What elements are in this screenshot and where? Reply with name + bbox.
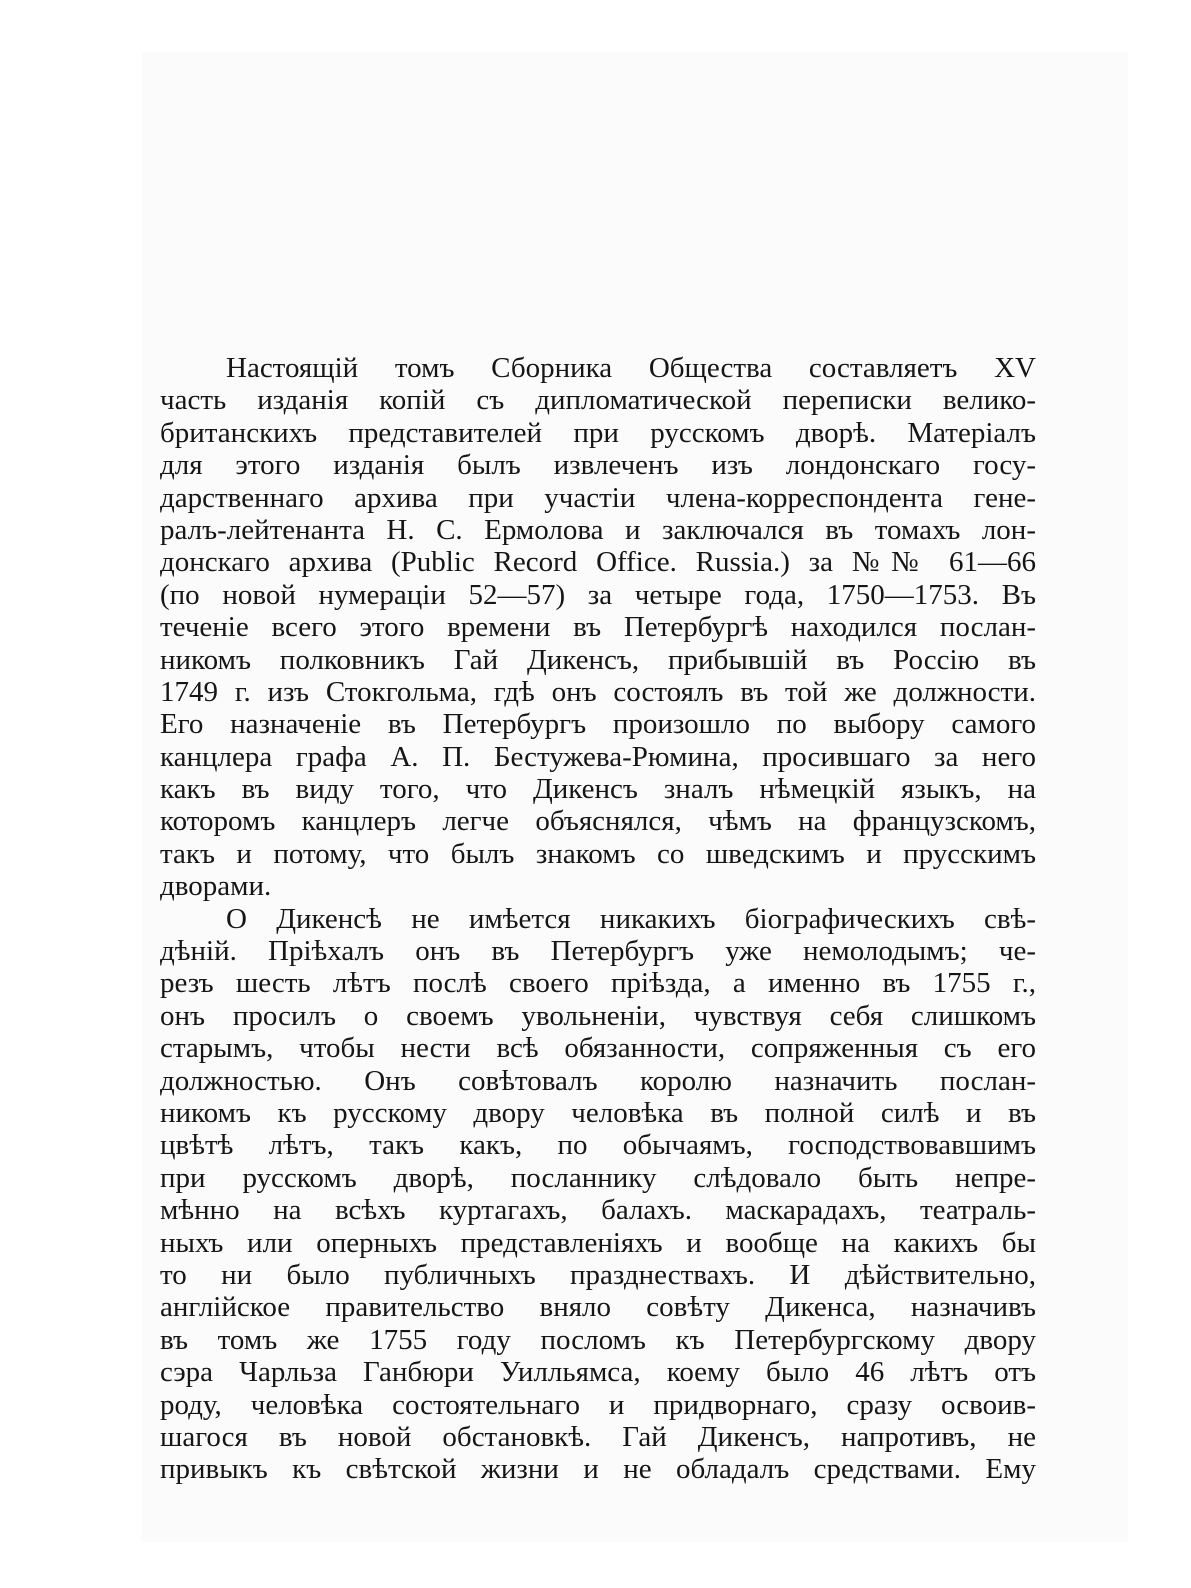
- text-line: шагося въ новой обстановкѣ. Гай Дикенсъ, напротивъ, не: [160, 1420, 1036, 1453]
- text-line: которомъ канцлеръ легче объяснялся, чѣмъ на французскомъ,: [160, 805, 1036, 838]
- text-line: (по новой нумераціи 52—57) за четыре года, 1750—1753. Въ: [160, 578, 1036, 611]
- text-line: для этого изданія былъ извлеченъ изъ лондонскаго госу-: [160, 449, 1036, 482]
- text-line: цвѣтѣ лѣтъ, такъ какъ, по обычаямъ, господствовавшимъ: [160, 1129, 1036, 1162]
- text-line: никомъ полковникъ Гай Дикенсъ, прибывшій въ Россію въ: [160, 643, 1036, 676]
- text-line: въ томъ же 1755 году посломъ къ Петербургскому двору: [160, 1323, 1036, 1356]
- text-line: старымъ, чтобы нести всѣ обязанности, сопряженныя съ его: [160, 1032, 1036, 1065]
- text-line: англійское правительство вняло совѣту Дикенса, назначивъ: [160, 1291, 1036, 1324]
- text-line: донскаго архива (Public Record Office. Russia.) за №№ 61—66: [160, 546, 1036, 579]
- text-line: дворами.: [160, 870, 272, 903]
- text-line: должностью. Онъ совѣтовалъ королю назначить послан-: [160, 1064, 1036, 1097]
- text-line: при русскомъ дворѣ, посланнику слѣдовало быть непре-: [160, 1161, 1036, 1194]
- text-line: Его назначеніе въ Петербургъ произошло по выбору самого: [160, 708, 1036, 741]
- text-line: такъ и потому, что былъ знакомъ со шведскимъ и прусскимъ: [160, 837, 1036, 870]
- text-line: привыкъ къ свѣтской жизни и не обладалъ средствами. Ему: [160, 1453, 1036, 1486]
- text-line: Настоящій томъ Сборника Общества составляетъ XV: [226, 352, 1036, 384]
- text-line: ныхъ или оперныхъ представленіяхъ и вообще на какихъ бы: [160, 1226, 1036, 1259]
- text-line: резъ шесть лѣтъ послѣ своего пріѣзда, а именно въ 1755 г.,: [160, 967, 1036, 1000]
- text-line: часть изданія копій съ дипломатической переписки велико-: [160, 384, 1036, 417]
- paragraph-2: [160, 903, 1036, 1486]
- text-line: онъ просилъ о своемъ увольненіи, чувствуя себя слишкомъ: [160, 999, 1036, 1032]
- text-line: роду, человѣка состоятельнаго и придворнаго, сразу освоив-: [160, 1388, 1036, 1421]
- text-line: канцлера графа А. П. Бестужева-Рюмина, просившаго за него: [160, 740, 1036, 773]
- page-body: [160, 352, 1036, 1486]
- text-line: 1749 г. изъ Стокгольма, гдѣ онъ состоялъ въ той же должности.: [160, 675, 1036, 708]
- text-line: ралъ-лейтенанта Н. С. Ермолова и заключался въ томахъ лон-: [160, 513, 1036, 546]
- text-line: какъ въ виду того, что Дикенсъ зналъ нѣмецкій языкъ, на: [160, 773, 1036, 806]
- text-line: теченіе всего этого времени въ Петербургѣ находился послан-: [160, 611, 1036, 644]
- text-line: дарственнаго архива при участіи члена-корреспондента гене-: [160, 481, 1036, 514]
- text-line: мѣнно на всѣхъ куртагахъ, балахъ. маскарадахъ, театраль-: [160, 1194, 1036, 1227]
- text-line: О Дикенсѣ не имѣется никакихъ біографическихъ свѣ-: [226, 902, 1036, 935]
- text-line: никомъ къ русскому двору человѣка въ полной силѣ и въ: [160, 1096, 1036, 1129]
- text-line: британскихъ представителей при русскомъ дворѣ. Матеріалъ: [160, 416, 1036, 449]
- text-line: сэра Чарльза Ганбюри Уилльямса, коему было 46 лѣтъ отъ: [160, 1356, 1036, 1389]
- paragraph-1: [160, 352, 1036, 903]
- text-line: то ни было публичныхъ празднествахъ. И дѣйствительно,: [160, 1258, 1036, 1291]
- text-line: дѣній. Пріѣхалъ онъ въ Петербургъ уже немолодымъ; че-: [160, 935, 1036, 968]
